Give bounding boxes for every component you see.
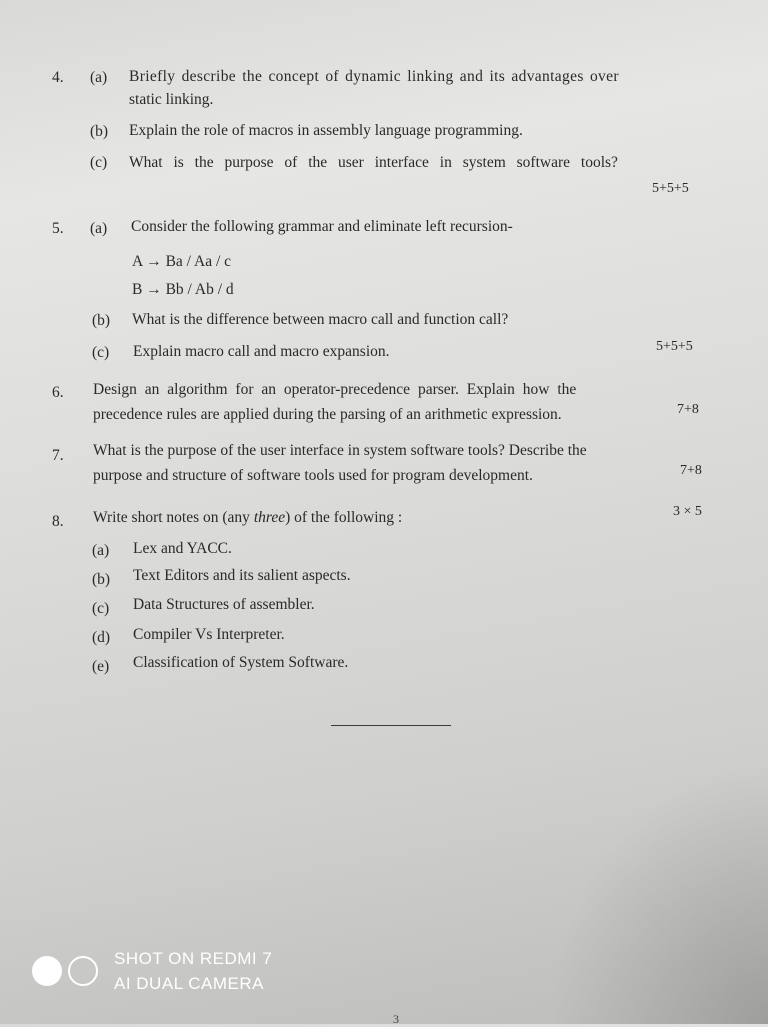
question-5-marks: 5+5+5 bbox=[656, 339, 693, 354]
question-4a-line1: Briefly describe the concept of dynamic linking and its advantages over bbox=[129, 68, 619, 85]
question-4a-label: (a) bbox=[90, 69, 108, 86]
grammar-rule-a: A → Ba / Aa / c bbox=[132, 253, 232, 270]
question-7-number: 7. bbox=[52, 447, 64, 464]
question-8c-label: (c) bbox=[92, 600, 110, 617]
question-8-intro-emphasis: three bbox=[253, 509, 286, 526]
question-8-intro bbox=[93, 508, 402, 527]
ring-circle-icon bbox=[68, 956, 98, 986]
question-8c-text: Data Structures of assembler. bbox=[133, 596, 315, 613]
question-4c-text: What is the purpose of the user interface in system software tools? bbox=[129, 154, 618, 171]
question-6-line1: Design an algorithm for an operator-precedence parser. Explain how the bbox=[93, 381, 577, 398]
question-8e-label: (e) bbox=[92, 658, 110, 675]
question-8d-text: Compiler Vs Interpreter. bbox=[133, 626, 285, 643]
question-8d-label: (d) bbox=[92, 629, 111, 646]
question-7-line1: What is the purpose of the user interface in system software tools? Describe the bbox=[93, 442, 587, 459]
question-4b-label: (b) bbox=[90, 123, 109, 140]
photo-shadow bbox=[548, 764, 768, 1024]
question-5c-label: (c) bbox=[92, 344, 110, 361]
end-divider-line bbox=[331, 725, 451, 726]
question-4c-label: (c) bbox=[90, 154, 108, 171]
question-8-marks: 3 × 5 bbox=[673, 504, 702, 519]
question-6-marks: 7+8 bbox=[677, 402, 699, 417]
question-8-number: 8. bbox=[52, 513, 64, 530]
question-7-line2: purpose and structure of software tools used for program development. bbox=[93, 467, 533, 484]
question-8-intro-pre: Write short notes on (any bbox=[93, 509, 254, 526]
question-5b-text: What is the difference between macro call and function call? bbox=[132, 311, 509, 328]
question-7-marks: 7+8 bbox=[680, 463, 702, 478]
camera-logo bbox=[32, 956, 98, 986]
question-6-line2: precedence rules are applied during the parsing of an arithmetic expression. bbox=[93, 406, 562, 423]
question-5c-text: Explain macro call and macro expansion. bbox=[133, 343, 390, 360]
question-8a-label: (a) bbox=[92, 542, 110, 559]
question-8b-text: Text Editors and its salient aspects. bbox=[133, 567, 351, 584]
question-5a-text: Consider the following grammar and eliminate left recursion- bbox=[131, 218, 513, 235]
question-4-marks: 5+5+5 bbox=[652, 181, 689, 196]
camera-watermark bbox=[32, 946, 272, 996]
filled-circle-icon bbox=[32, 956, 62, 986]
watermark-line-2: AI DUAL CAMERA bbox=[114, 974, 264, 993]
watermark-line-1: SHOT ON REDMI 7 bbox=[114, 949, 273, 968]
question-4b-text: Explain the role of macros in assembly language programming. bbox=[129, 122, 523, 139]
question-6-number: 6. bbox=[52, 384, 64, 401]
grammar-rule-b: B → Bb / Ab / d bbox=[132, 281, 234, 298]
question-5a-label: (a) bbox=[90, 220, 108, 237]
question-5-number: 5. bbox=[52, 220, 64, 237]
question-8b-label: (b) bbox=[92, 571, 111, 588]
page-number: 3 bbox=[393, 1012, 399, 1026]
question-8e-text: Classification of System Software. bbox=[133, 654, 349, 671]
question-5b-label: (b) bbox=[92, 312, 111, 329]
question-8a-text: Lex and YACC. bbox=[133, 540, 232, 557]
question-4a-line2: static linking. bbox=[129, 91, 214, 108]
question-8-intro-post: ) of the following : bbox=[285, 509, 403, 526]
question-4-number: 4. bbox=[52, 69, 64, 86]
